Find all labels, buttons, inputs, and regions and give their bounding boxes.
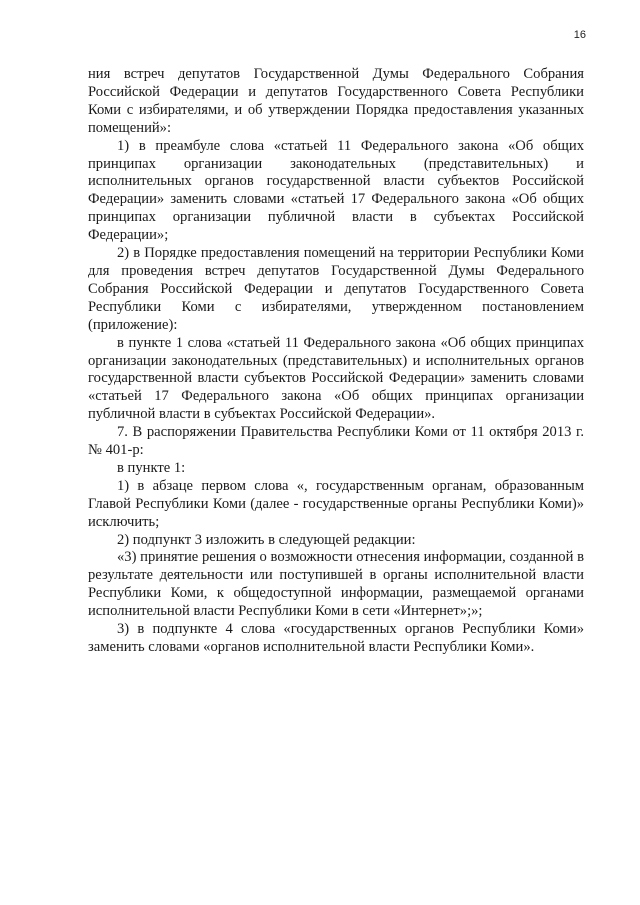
page-number: 16	[573, 29, 586, 41]
document-body	[88, 66, 584, 657]
paragraph-item-2-procedure: 2) в Порядке предоставления помещений на территории Республики Коми для проведения встреч депутатов Государственной Думы Федерального Собрания Российской Федерации и депутатов Государственного Совета Республики Коми с избирателями, утвержденном постановлением (приложение):	[88, 245, 584, 333]
paragraph-subitem-2: 2) подпункт 3 изложить в следующей редакции:	[117, 531, 416, 548]
paragraph-subitem-3: 3) в подпункте 4 слова «государственных органов Республики Коми» заменить словами «органов исполнительной власти Республики Коми».	[88, 621, 584, 655]
paragraph-point-1-intro: в пункте 1:	[117, 459, 186, 476]
paragraph-subitem-1: 1) в абзаце первом слова «, государственным органам, образованным Главой Республики Коми (далее - государственные органы Республики Коми)» исключить;	[88, 477, 584, 530]
paragraph-point-1-amendment: в пункте 1 слова «статьей 11 Федерального закона «Об общих принципах организации законодательных (представительных) и исполнительных органов государственной власти субъектов Российской Федерации» заменить словами «статьей 17 Федерального закона «Об общих принципах организации публичной власти в субъектах Российской Федерации».	[88, 334, 584, 423]
paragraph-item-1-preamble: 1) в преамбуле слова «статьей 11 Федерального закона «Об общих принципах организации законодательных (представительных) и исполнительных органов государственной власти субъектов Российской Федерации» заменить словами «статьей 17 Федерального закона «Об общих принципах организации публичной власти в субъектах Российской Федерации»;	[88, 137, 584, 244]
paragraph-section-7: 7. В распоряжении Правительства Республики Коми от 11 октября 2013 г. № 401-р:	[88, 424, 584, 459]
paragraph-subitem-2-text: «3) принятие решения о возможности отнесения информации, созданной в результате деятельности или поступившей в органы исполнительной власти Республики Коми, к общедоступной информации, размещаемой органами исполнительной власти Республики Коми в сети «Интернет»;»;	[88, 549, 584, 620]
paragraph-continuation: ния встреч депутатов Государственной Думы Федерального Собрания Российской Федерации и депутатов Государственного Совета Республики Коми с избирателями, и об утверждении Порядка предоставления указанных помещений»:	[88, 66, 584, 136]
